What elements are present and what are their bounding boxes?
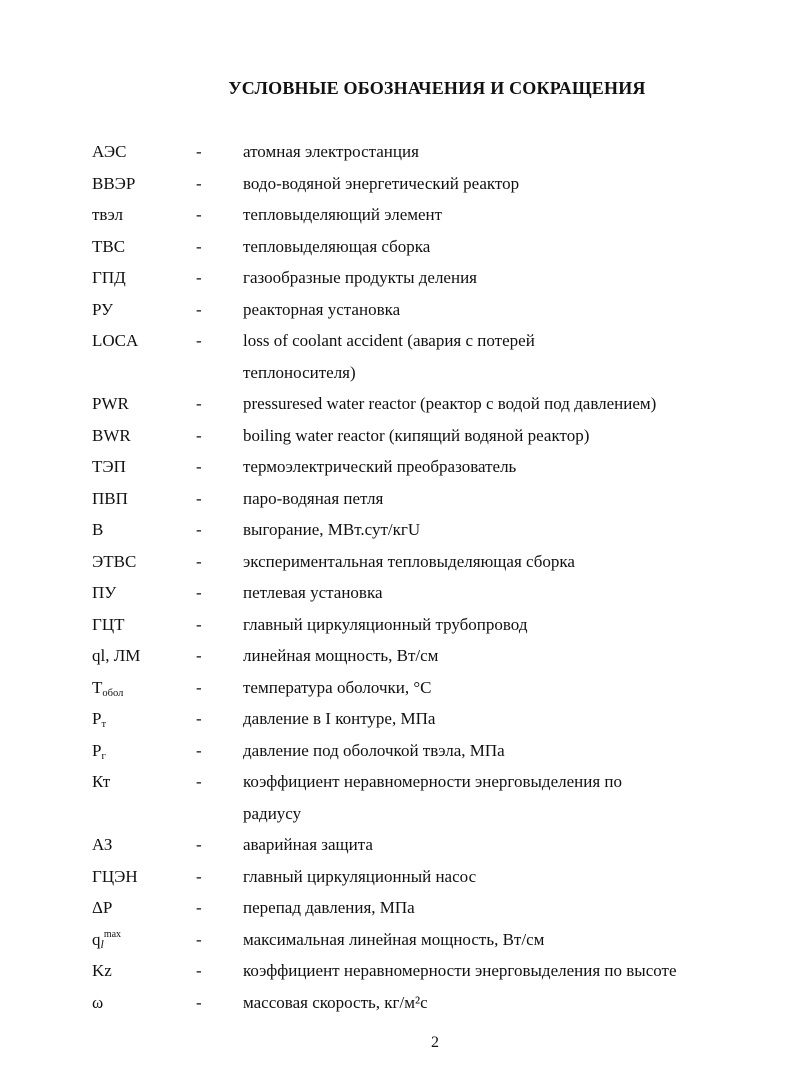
abbreviation-text: ВВЭР	[92, 173, 136, 193]
abbreviation-subscript: обол	[102, 687, 124, 699]
entry-row	[0, 357, 793, 389]
definition	[243, 609, 793, 641]
definition	[243, 546, 793, 578]
entry-row	[0, 136, 793, 168]
abbreviation-text: P	[92, 740, 102, 760]
abbreviation-text: PWR	[92, 394, 129, 413]
separator-dash: -	[196, 173, 202, 193]
definition-text: коэффициент неравномерности энерговыделения по	[243, 772, 623, 791]
definition	[243, 829, 793, 861]
abbreviation-text: ΔP	[92, 898, 113, 917]
definition-text: реакторная установка	[243, 299, 401, 319]
definition-text: тепловыделяющая сборка	[243, 236, 431, 256]
entry-row	[0, 199, 793, 231]
abbreviation-text: ТВС	[92, 236, 126, 256]
entry-row	[0, 798, 793, 830]
definition-text: экспериментальная тепловыделяющая сборка	[243, 551, 575, 571]
abbreviation-subscript: т	[101, 719, 107, 730]
entry-row	[0, 892, 793, 924]
abbreviation-text: BWR	[92, 425, 131, 445]
separator-dash: -	[196, 709, 202, 728]
separator-dash: -	[196, 205, 202, 224]
abbreviation	[92, 861, 184, 893]
entry-row	[0, 861, 793, 893]
separator-dash: -	[196, 961, 202, 980]
separator-dash: -	[196, 488, 202, 508]
entry-row	[0, 483, 793, 515]
separator-dash	[184, 798, 243, 830]
separator-dash: -	[196, 331, 202, 350]
abbreviation	[92, 987, 184, 1019]
definition	[243, 168, 793, 200]
abbreviation-text: T	[92, 677, 103, 697]
entry-row	[0, 420, 793, 452]
abbreviation	[92, 388, 184, 420]
definition-text: loss of coolant accident (авария с потерей	[243, 331, 535, 350]
abbreviation	[92, 735, 184, 767]
entry-row	[0, 829, 793, 861]
entry-row	[0, 766, 793, 798]
separator-dash: -	[196, 551, 202, 571]
definition-text: выгорание, МВт.сут/кгU	[243, 520, 421, 539]
abbreviation	[92, 609, 184, 641]
abbreviation-text: АЭС	[92, 142, 127, 161]
abbreviation	[92, 577, 184, 609]
separator-dash: -	[196, 268, 202, 287]
abbreviation	[92, 294, 184, 326]
entry-row	[0, 735, 793, 767]
definition-text: радиусу	[243, 803, 302, 823]
separator-dash: -	[196, 236, 202, 256]
abbreviation-subscript: l	[100, 936, 104, 951]
entry-row	[0, 325, 793, 357]
definition-text: термоэлектрический преобразователь	[243, 457, 517, 476]
entry-row	[0, 451, 793, 483]
abbreviation-text: ГПД	[92, 268, 126, 287]
entry-row	[0, 514, 793, 546]
definition-text: давление в I контуре, МПа	[243, 709, 436, 728]
separator-dash: -	[196, 646, 202, 665]
abbreviation-subscript: г	[101, 750, 106, 762]
entry-row	[0, 294, 793, 326]
entry-row	[0, 546, 793, 578]
abbreviation	[92, 924, 184, 956]
definition-text: петлевая установка	[243, 583, 383, 602]
definition	[243, 924, 793, 956]
abbreviation	[92, 672, 184, 704]
abbreviation-text: ПУ	[92, 583, 117, 602]
entry-row	[0, 987, 793, 1019]
abbreviation-text: ТЭП	[92, 457, 126, 476]
definition-text: температура оболочки, °C	[243, 677, 432, 697]
separator-dash: -	[196, 457, 202, 476]
separator-dash: -	[196, 835, 202, 854]
abbreviation-text: ГЦТ	[92, 614, 125, 634]
abbreviation	[92, 829, 184, 861]
separator-dash: -	[196, 425, 202, 445]
page-title: УСЛОВНЫЕ ОБОЗНАЧЕНИЯ И СОКРАЩЕНИЯ	[228, 78, 646, 98]
abbreviation	[92, 262, 184, 294]
definition-text: перепад давления, МПа	[243, 898, 415, 917]
separator-dash: -	[196, 866, 202, 886]
entry-row	[0, 955, 793, 987]
abbreviation	[92, 420, 184, 452]
entry-row	[0, 924, 793, 956]
abbreviation-text: ω	[92, 992, 104, 1012]
entry-row	[0, 577, 793, 609]
abbreviation	[92, 168, 184, 200]
definition-text: главный циркуляционный трубопровод	[243, 614, 528, 634]
abbreviation	[92, 451, 184, 483]
definition	[243, 136, 793, 168]
definition	[243, 703, 793, 735]
definition-text: массовая скорость, кг/м²с	[243, 992, 428, 1012]
separator-dash: -	[196, 898, 202, 917]
definition-text: теплоносителя)	[243, 362, 356, 382]
abbreviation-text: АЗ	[92, 835, 113, 854]
abbreviation-text: B	[92, 520, 104, 539]
definition-text: pressuresed water reactor (реактор с водой под давлением)	[243, 394, 657, 413]
abbreviation	[92, 955, 184, 987]
separator-dash: -	[196, 614, 202, 634]
definition	[243, 577, 793, 609]
definition-text: тепловыделяющий элемент	[243, 205, 443, 224]
separator-dash	[184, 357, 243, 389]
separator-dash: -	[196, 929, 202, 949]
entry-row	[0, 672, 793, 704]
definition-text: максимальная линейная мощность, Вт/см	[243, 929, 545, 949]
definition-text: главный циркуляционный насос	[243, 866, 477, 886]
entry-row	[0, 262, 793, 294]
abbreviation-text: ЭТВС	[92, 551, 137, 571]
definition	[243, 987, 793, 1019]
separator-dash: -	[196, 142, 202, 161]
definition	[243, 357, 793, 389]
definition-text: линейная мощность, Вт/см	[243, 646, 439, 665]
definition	[243, 294, 793, 326]
abbreviation-text: q	[92, 929, 101, 949]
abbreviation	[92, 514, 184, 546]
definition-text: паро-водяная петля	[243, 488, 384, 508]
abbreviation	[92, 136, 184, 168]
separator-dash: -	[196, 520, 202, 539]
abbreviation	[92, 231, 184, 263]
separator-dash: -	[196, 299, 202, 319]
entry-row	[0, 609, 793, 641]
abbreviation-text: Кт	[92, 772, 111, 791]
definition	[243, 640, 793, 672]
definition	[243, 388, 793, 420]
definition-text: коэффициент неравномерности энерговыделения по высоте	[243, 961, 677, 980]
abbreviation	[92, 325, 184, 357]
abbreviation	[92, 703, 184, 735]
page-number: 2	[431, 1034, 439, 1051]
definition-text: атомная электростанция	[243, 142, 419, 161]
definition	[243, 451, 793, 483]
abbreviation-text: ql, ЛМ	[92, 646, 141, 665]
definition	[243, 735, 793, 767]
abbreviation-text: P	[92, 709, 102, 728]
definition	[243, 892, 793, 924]
definition-text: аварийная защита	[243, 835, 373, 854]
definition	[243, 514, 793, 546]
definition-text: газообразные продукты деления	[243, 268, 477, 287]
definition-text: водо-водяной энергетический реактор	[243, 173, 520, 193]
definition	[243, 420, 793, 452]
definition-text: давление под оболочкой твэла, МПа	[243, 740, 505, 760]
abbreviation-text: ПВП	[92, 488, 128, 508]
abbreviation	[92, 546, 184, 578]
entry-row	[0, 703, 793, 735]
abbreviation-list	[0, 136, 793, 1018]
abbreviation-text: РУ	[92, 299, 114, 319]
definition	[243, 231, 793, 263]
separator-dash: -	[196, 992, 202, 1012]
abbreviation-superscript: max	[103, 928, 122, 940]
definition	[243, 262, 793, 294]
abbreviation	[92, 199, 184, 231]
entry-row	[0, 640, 793, 672]
separator-dash: -	[196, 394, 202, 413]
entry-row	[0, 388, 793, 420]
abbreviation-text: твэл	[92, 205, 123, 224]
separator-dash: -	[196, 677, 202, 697]
definition-text: boiling water reactor (кипящий водяной реактор)	[243, 425, 590, 445]
definition	[243, 955, 793, 987]
definition	[243, 861, 793, 893]
abbreviation	[92, 483, 184, 515]
separator-dash: -	[196, 583, 202, 602]
definition	[243, 672, 793, 704]
definition	[243, 325, 793, 357]
separator-dash: -	[196, 772, 202, 791]
definition	[243, 798, 793, 830]
abbreviation-text: ГЦЭН	[92, 866, 138, 886]
abbreviation	[92, 766, 184, 798]
abbreviation	[92, 798, 184, 830]
separator-dash: -	[196, 740, 202, 760]
definition	[243, 483, 793, 515]
definition	[243, 766, 793, 798]
entry-row	[0, 168, 793, 200]
abbreviation	[92, 640, 184, 672]
abbreviation-text: LOCA	[92, 331, 139, 350]
abbreviation-text: Kz	[92, 961, 112, 980]
abbreviation	[92, 892, 184, 924]
abbreviation	[92, 357, 184, 389]
entry-row	[0, 231, 793, 263]
definition	[243, 199, 793, 231]
